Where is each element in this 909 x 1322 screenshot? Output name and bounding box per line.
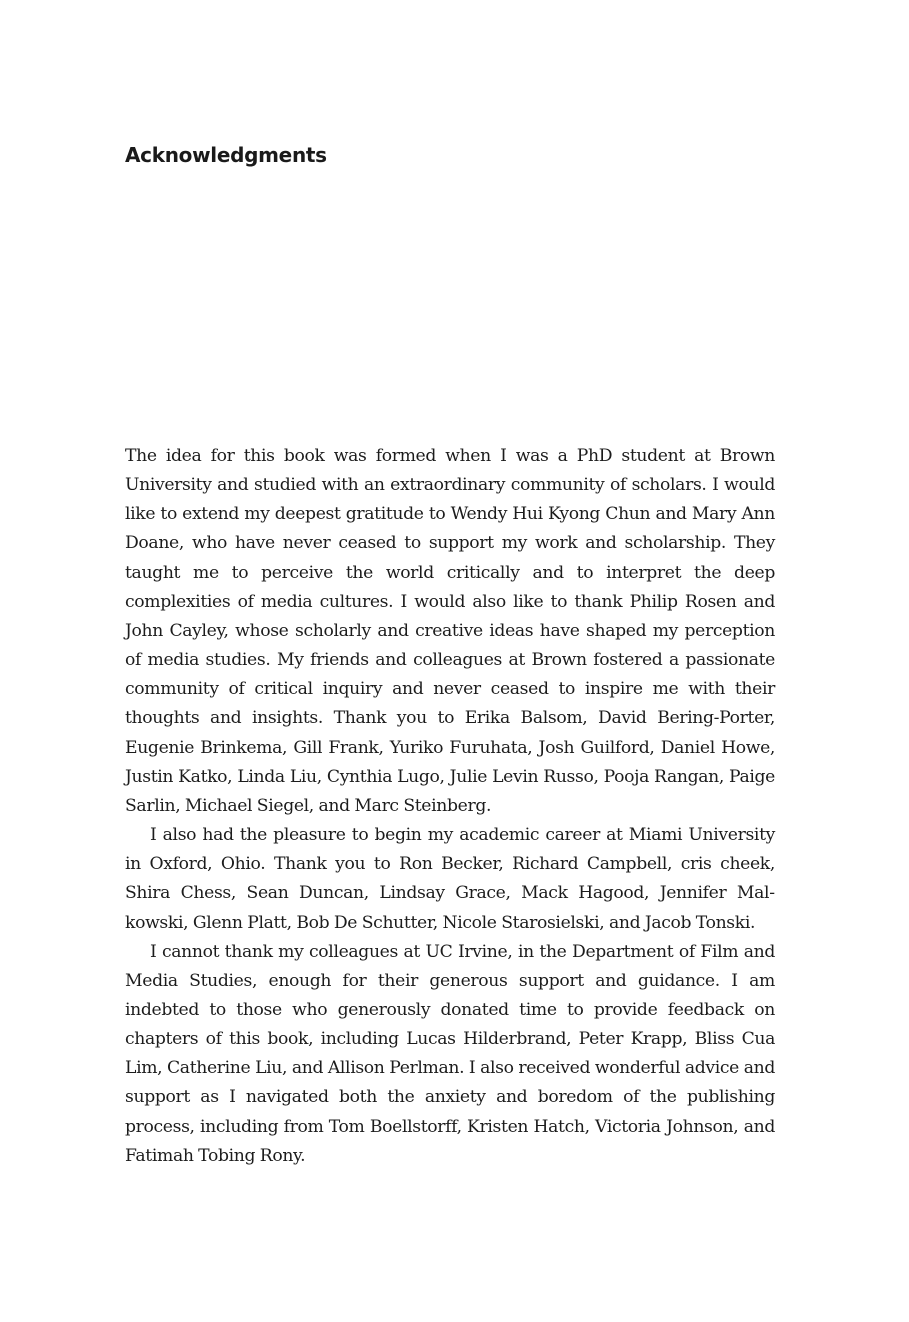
paragraph: I also had the pleasure to begin my academic career at Miami University in Oxford, Ohio. Thank you to Ron Becker, Richard Campbell, cris cheek, Shira Chess, Sean Duncan, Lindsay Grace, Mack Hagood, Jennifer Malkowski, Glenn Platt, Bob De Schutter, Nicole Starosielski, and Jacob Tonski. <box>125 825 775 933</box>
chapter-heading: Acknowledgments <box>125 143 327 167</box>
paragraph: I cannot thank my colleagues at UC Irvine, in the Department of Film and Media Studies, enough for their generous support and guidance. I am indebted to those who generously donated time to provide feedback on chapters of this book, including Lucas Hilderbrand, Peter Krapp, Bliss Cua Lim, Catherine Liu, and Allison Perlman. I also received wonderful advice and support as I navigated both the anxiety and boredom of the publishing process, including from Tom Boellstorff, Kristen Hatch, Victoria Johnson, and Fatimah Tobing Rony. <box>125 941 775 1166</box>
paragraph: The idea for this book was formed when I was a PhD student at Brown University and studied with an extraordinary community of scholars. I would like to extend my deepest gratitude to Wendy Hui Kyong Chun and Mary Ann Doane, who have never ceased to support my work and scholarship. They taught me to perceive the world critically and to interpret the deep complexities of media cultures. I would also like to thank Philip Rosen and John Cayley, whose scholarly and creative ideas have shaped my perception of media studies. My friends and colleagues at Brown fostered a passionate community of critical inquiry and never ceased to inspire me with their thoughts and insights. Thank you to Erika Balsom, David Bering-Porter, Eugenie Brinkema, Gill Frank, Yuriko Furuhata, Josh Guilford, Daniel Howe, Justin Katko, Linda Liu, Cynthia Lugo, Julie Levin Russo, Pooja Rangan, Paige Sarlin, Michael Siegel, and Marc Steinberg. <box>125 446 775 816</box>
acknowledgments-body <box>125 442 775 1171</box>
